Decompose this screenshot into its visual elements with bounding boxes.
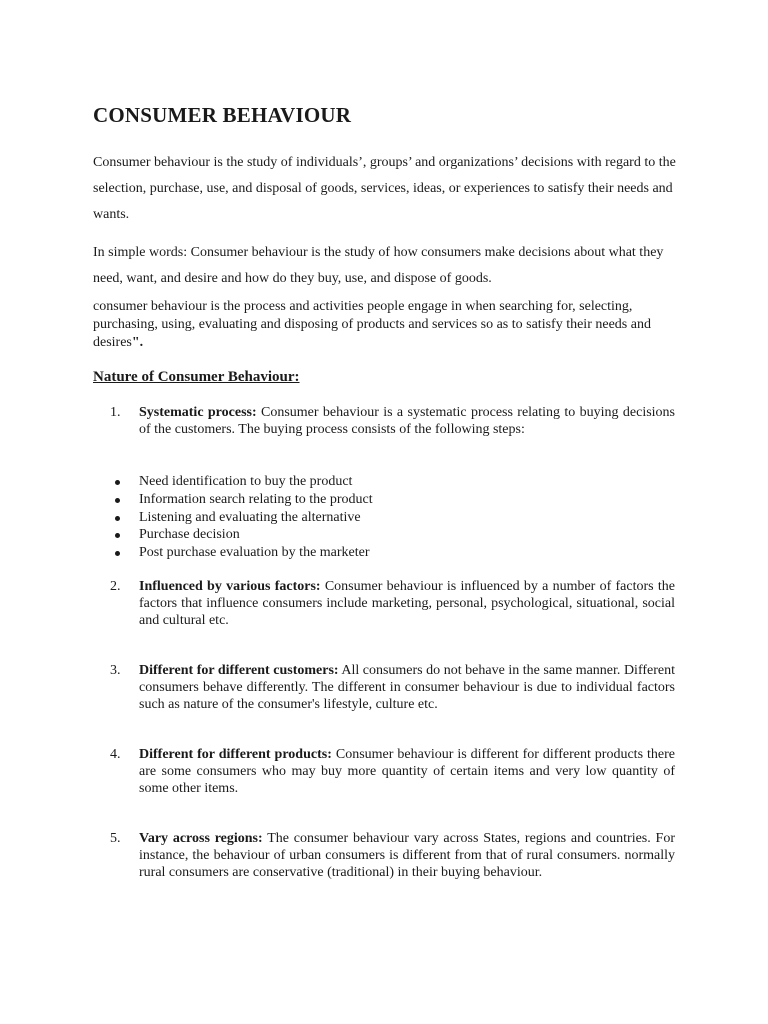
list-item bbox=[110, 544, 670, 562]
numbered-item-different-products bbox=[110, 746, 675, 797]
definition-paragraph: Consumer behaviour is the study of individuals’, groups’ and organizations’ decisions with regard to the selection, purchase, use, and disposal of goods, services, ideas, or experiences to satisfy their needs and wants. bbox=[93, 155, 676, 222]
bullet-icon bbox=[115, 498, 120, 503]
item-body bbox=[139, 404, 675, 438]
item-number: 4. bbox=[110, 747, 121, 762]
list-item-text: Listening and evaluating the alternative bbox=[139, 509, 361, 525]
item-lead: Vary across regions: bbox=[139, 831, 263, 846]
item-body bbox=[139, 662, 675, 713]
numbered-item-influenced-by-factors bbox=[110, 578, 675, 629]
item-number: 1. bbox=[110, 405, 121, 420]
item-lead: Different for different products: bbox=[139, 747, 332, 762]
list-item bbox=[110, 526, 670, 544]
section-heading: Nature of Consumer Behaviour: bbox=[93, 369, 300, 385]
item-lead: Different for different customers: bbox=[139, 663, 339, 678]
bullet-icon bbox=[115, 551, 120, 556]
item-lead: Influenced by various factors: bbox=[139, 579, 321, 594]
item-text: Consumer behaviour is different for different products there are some consumers who may buy more quantity of certain items and very low quantity of some other items. bbox=[139, 747, 675, 796]
buying-process-steps-list bbox=[110, 473, 670, 562]
item-number: 3. bbox=[110, 663, 121, 678]
item-body bbox=[139, 746, 675, 797]
process-definition-text: consumer behaviour is the process and activities people engage in when searching for, selecting, purchasing, using, evaluating and disposing of products and services so as to satisfy their needs and desires bbox=[93, 299, 651, 350]
numbered-item-systematic-process bbox=[110, 404, 675, 438]
list-item-text: Purchase decision bbox=[139, 527, 240, 543]
list-item bbox=[110, 509, 670, 527]
item-body bbox=[139, 830, 675, 881]
process-definition-tail: ". bbox=[131, 335, 144, 350]
item-text: All consumers do not behave in the same manner. Different consumers behave differently. The different in consumer behaviour is due to individual factors such as nature of the consumer's lifestyle, culture etc. bbox=[139, 663, 676, 712]
bullet-icon bbox=[115, 480, 120, 485]
item-number: 2. bbox=[110, 579, 121, 594]
simple-definition-paragraph: In simple words: Consumer behaviour is the study of how consumers make decisions about what they need, want, and desire and how do they buy, use, and dispose of goods. bbox=[93, 245, 664, 286]
list-item bbox=[110, 491, 670, 509]
list-item-text: Need identification to buy the product bbox=[139, 474, 353, 489]
numbered-item-vary-across-regions bbox=[110, 830, 675, 881]
list-item-text: Information search relating to the product bbox=[139, 491, 373, 507]
bullet-icon bbox=[115, 516, 120, 521]
numbered-item-different-customers bbox=[110, 662, 675, 713]
bullet-icon bbox=[115, 533, 120, 538]
list-item-text: Post purchase evaluation by the marketer bbox=[139, 545, 370, 561]
document-title: CONSUMER BEHAVIOUR bbox=[93, 103, 352, 127]
item-text: Consumer behaviour is a systematic process relating to buying decisions of the customers. The buying process consists of the following steps: bbox=[139, 405, 675, 437]
list-item bbox=[110, 473, 670, 491]
item-text: The consumer behaviour vary across States, regions and countries. For instance, the behaviour of urban consumers is different from that of rural consumers. normally rural consumers are conservative (traditional) in their buying behaviour. bbox=[139, 831, 675, 880]
item-text: Consumer behaviour is influenced by a number of factors the factors that influence consumers include marketing, personal, psychological, situational, social and cultural etc. bbox=[139, 579, 675, 628]
process-definition-paragraph bbox=[93, 298, 693, 352]
item-lead: Systematic process: bbox=[139, 405, 257, 420]
item-body bbox=[139, 578, 675, 629]
item-number: 5. bbox=[110, 831, 121, 846]
